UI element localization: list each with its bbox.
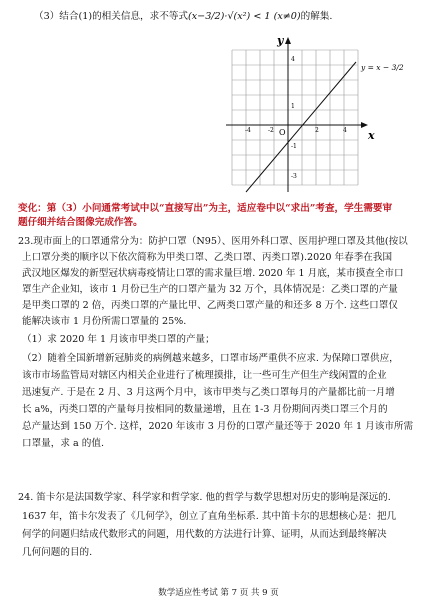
q23-sub2-line: 该市市场监管局对辖区内相关企业进行了梳理摸排，让一些可生产但生产线闲置的企业 xyxy=(22,370,387,381)
x-tick-label: 4 xyxy=(343,127,347,134)
q3-line xyxy=(34,10,424,23)
line-label: y = x − 3/2 xyxy=(361,63,404,72)
q23-line: 上口罩分类的顺序以下依次简称为甲类口罩、乙类口罩、丙类口罩).2020 年春季在我国 xyxy=(22,252,393,263)
q3-label: （3）结合(1)的相关信息，求不等式 xyxy=(34,11,189,22)
y-axis-arrow xyxy=(285,37,291,44)
y-tick-label: 1 xyxy=(291,103,295,110)
q23-line: 是甲类口罩的 2 倍，丙类口罩的产量比甲、乙两类口罩产量的和还多 8 万个. 这些口罩仅 xyxy=(22,300,398,311)
y-tick-label: -1 xyxy=(291,143,297,150)
grid xyxy=(232,50,358,185)
y-tick-label: -3 xyxy=(291,173,297,180)
q24-line: 何学的问题归结成代数形式的问题，用代数的方法进行计算、证明，从而达到最终解决 xyxy=(22,529,387,540)
x-tick-label: 2 xyxy=(315,127,319,134)
note-line: 题仔细并结合图像完成作答。 xyxy=(18,217,143,228)
y-axis-label: y xyxy=(277,34,284,47)
q23-sub2-line: 口罩量，求 a 的值. xyxy=(22,438,105,449)
q23-line: 武汉地区爆发的新型冠状病毒疫情让口罩的需求量巨增. 2020 年 1 月底，某市摸查全市口 xyxy=(22,268,404,279)
q23-line: 罩生产企业知，该市 1 月份已生产的口罩产量为 32 万个，具体情况是：乙类口罩的产量 xyxy=(22,284,398,295)
q3-suffix: 的解集. xyxy=(300,11,333,22)
q23-sub2-line: 迅速复产. 于是在 2 月、3 月这两个月中，该市甲类与乙类口罩每月的产量都比前一月增 xyxy=(22,387,395,398)
x-tick-label: -2 xyxy=(268,127,274,134)
coordinate-graph xyxy=(0,28,437,208)
q23-sub1: （1）求 2020 年 1 月该市甲类口罩的产量； xyxy=(22,334,215,345)
q23-sub2-line: 长 a%，丙类口罩的产量每月按相同的数量递增，且在 1-3 月份期间丙类口罩三个月的 xyxy=(22,404,388,415)
q24-line: 几何问题的目的. xyxy=(22,547,93,558)
y-tick-label: 4 xyxy=(291,56,295,63)
note-line: 变化：第（3）小问通常考试中以“直接写出”为主，适应卷中以“求出”考查，学生需要审 xyxy=(18,203,393,214)
x-axis-label: x xyxy=(368,129,375,142)
q24-line: 24. 笛卡尔是法国数学家、科学家和哲学家. 他的哲学与数学思想对历史的影响是深远的. xyxy=(18,492,391,503)
q23-line: 23.现市面上的口罩通常分为：防护口罩（N95）、医用外科口罩、医用护理口罩及其他(按以 xyxy=(18,236,408,247)
page-footer: 数学适应性考试 第 7 页 共 9 页 xyxy=(158,588,279,598)
q23-sub2-line: 总产量达到 150 万个. 这样，2020 年该市 3 月份的口罩产量还等于 2020 年 1 月该市所需 xyxy=(22,421,414,432)
q23-sub2-line: （2）随着全国新增新冠肺炎的病例越来越多，口罩市场严重供不应求. 为保障口罩供应， xyxy=(22,353,399,364)
graph-line xyxy=(246,62,356,192)
q23-line: 能解决该市 1 月份所需口罩量的 25%. xyxy=(22,316,187,327)
x-axis-arrow xyxy=(361,122,368,128)
origin-label: O xyxy=(279,128,286,137)
q3-inequality: (x−3/2)·√(x²) < 1 (x≠0) xyxy=(188,11,301,22)
q24-line: 1637 年，笛卡尔发表了《几何学》，创立了直角坐标系. 其中笛卡尔的思想核心是：把几 xyxy=(22,511,397,522)
x-tick-label: -4 xyxy=(245,127,251,134)
